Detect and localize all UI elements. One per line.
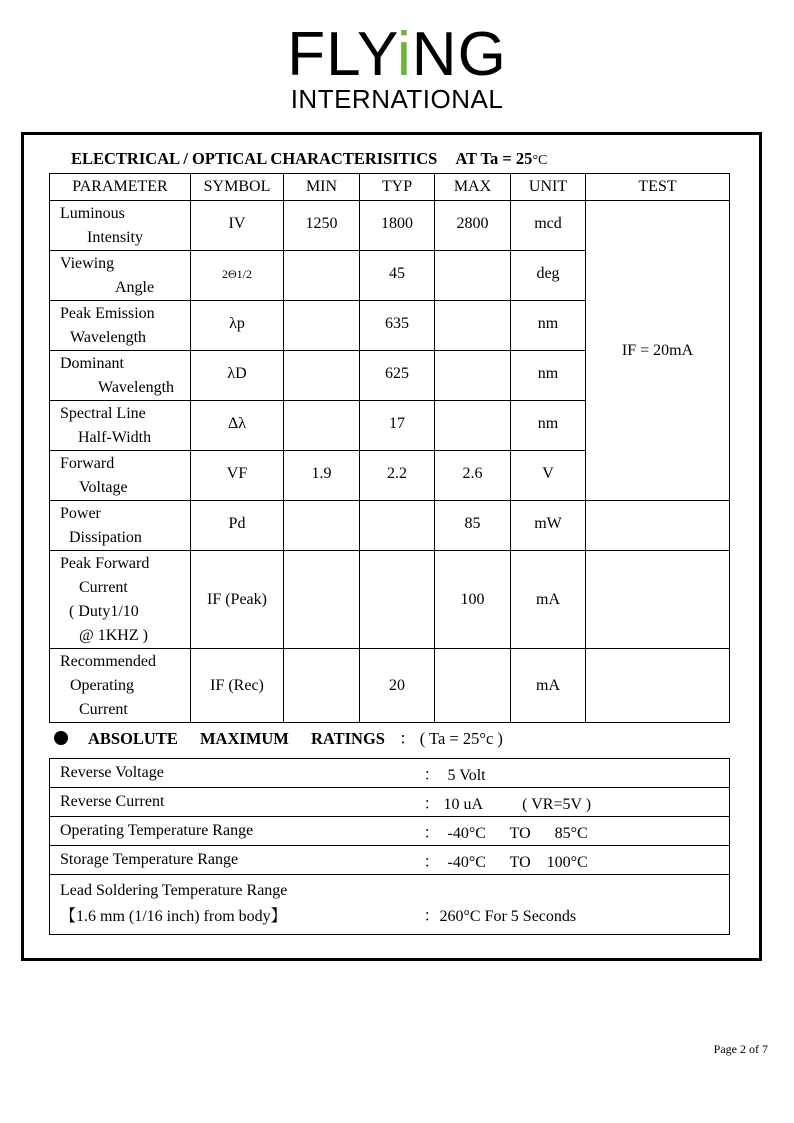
rating-value: ： 5 Volt	[414, 759, 730, 788]
parameter-cell	[50, 351, 191, 401]
table-header-row	[50, 174, 730, 201]
ratings-row	[50, 846, 730, 875]
rating-label-text: Reverse Voltage	[60, 764, 164, 781]
parameter-cell	[50, 649, 191, 723]
parameter-line: Half-Width	[78, 429, 152, 446]
unit-cell: nm	[511, 301, 586, 351]
parameter-line: Peak Emission	[60, 305, 155, 322]
min-cell	[284, 401, 360, 451]
parameter-line: Dissipation	[69, 529, 142, 546]
parameter-line: Peak Forward	[60, 555, 150, 572]
rating-label	[50, 788, 414, 817]
max-cell: 100	[435, 551, 511, 649]
max-cell	[435, 351, 511, 401]
max-cell: 2.6	[435, 451, 511, 501]
typ-cell	[360, 551, 435, 649]
unit-cell: nm	[511, 401, 586, 451]
rating-label	[50, 817, 414, 846]
ratings-row	[50, 817, 730, 846]
rating-label	[50, 875, 414, 935]
amr-heading: ABSOLUTE MAXIMUM RATINGS ： ( Ta = 25°c )	[54, 725, 503, 749]
max-cell	[435, 251, 511, 301]
rating-label	[50, 759, 414, 788]
test-condition-cell	[586, 551, 730, 649]
parameter-line: Voltage	[79, 479, 128, 496]
typ-cell: 17	[360, 401, 435, 451]
rating-label	[50, 846, 414, 875]
min-cell	[284, 251, 360, 301]
parameter-cell	[50, 251, 191, 301]
symbol-cell: 2Θ1/2	[191, 251, 284, 301]
typ-cell	[360, 501, 435, 551]
test-condition-cell	[586, 501, 730, 551]
parameter-line: @ 1KHZ )	[79, 627, 148, 644]
unit-cell: mA	[511, 649, 586, 723]
min-cell: 1250	[284, 201, 360, 251]
bullet-icon	[54, 731, 68, 745]
section-title: ELECTRICAL / OPTICAL CHARACTERISITICS AT Ta = 25°C	[71, 149, 548, 168]
parameter-line: Dominant	[60, 355, 124, 372]
parameter-line: Luminous	[60, 205, 125, 222]
ratings-row	[50, 788, 730, 817]
typ-cell: 625	[360, 351, 435, 401]
typ-cell: 20	[360, 649, 435, 723]
table-row	[50, 201, 730, 251]
parameter-line: Viewing	[60, 255, 115, 272]
company-logo	[0, 20, 794, 114]
parameter-cell	[50, 501, 191, 551]
max-cell: 85	[435, 501, 511, 551]
max-cell: 2800	[435, 201, 511, 251]
symbol-cell: λp	[191, 301, 284, 351]
rating-value: ： -40°C TO 100°C	[414, 846, 730, 875]
max-cell	[435, 301, 511, 351]
logo-subtitle: INTERNATIONAL	[290, 84, 504, 114]
max-cell	[435, 649, 511, 723]
page-number: Page 2 of 7	[713, 1042, 768, 1056]
typ-cell: 2.2	[360, 451, 435, 501]
min-cell	[284, 501, 360, 551]
parameter-line: Angle	[115, 279, 155, 296]
parameter-line: Recommended	[60, 653, 156, 670]
ratings-row	[50, 875, 730, 935]
unit-cell: mcd	[511, 201, 586, 251]
parameter-line: Wavelength	[98, 379, 175, 396]
min-cell	[284, 649, 360, 723]
table-row	[50, 501, 730, 551]
parameter-cell	[50, 201, 191, 251]
column-header: TEST	[586, 174, 730, 201]
symbol-cell: λD	[191, 351, 284, 401]
datasheet-frame	[21, 132, 762, 961]
rating-label-text: Operating Temperature Range	[60, 822, 254, 839]
unit-cell: mW	[511, 501, 586, 551]
symbol-cell: VF	[191, 451, 284, 501]
unit-cell: nm	[511, 351, 586, 401]
test-condition-cell	[586, 649, 730, 723]
parameter-line: Power	[60, 505, 101, 522]
unit-cell: deg	[511, 251, 586, 301]
column-header: TYP	[360, 174, 435, 201]
symbol-cell: Δλ	[191, 401, 284, 451]
min-cell	[284, 301, 360, 351]
parameter-cell	[50, 301, 191, 351]
parameter-line: Current	[79, 701, 128, 718]
symbol-cell: IF (Peak)	[191, 551, 284, 649]
column-header: UNIT	[511, 174, 586, 201]
parameter-line: ( Duty1/10	[69, 603, 139, 620]
unit-cell: V	[511, 451, 586, 501]
symbol-cell: IV	[191, 201, 284, 251]
parameter-line: Spectral Line	[60, 405, 146, 422]
rating-label-text: Storage Temperature Range	[60, 851, 239, 868]
rating-label-text: Lead Soldering Temperature Range	[60, 882, 288, 899]
parameter-cell	[50, 451, 191, 501]
min-cell	[284, 351, 360, 401]
parameter-line: Wavelength	[70, 329, 147, 346]
min-cell	[284, 551, 360, 649]
parameter-cell	[50, 401, 191, 451]
column-header: MAX	[435, 174, 511, 201]
unit-cell: mA	[511, 551, 586, 649]
symbol-cell: Pd	[191, 501, 284, 551]
electrical-optical-table	[49, 173, 730, 723]
column-header: MIN	[284, 174, 360, 201]
column-header: SYMBOL	[191, 174, 284, 201]
typ-cell: 635	[360, 301, 435, 351]
column-header: PARAMETER	[50, 174, 191, 201]
parameter-line: Current	[79, 579, 128, 596]
table-row	[50, 649, 730, 723]
logo-wordmark: FLYiNG	[287, 20, 507, 89]
rating-value: ：260°C For 5 Seconds	[414, 875, 730, 935]
typ-cell: 1800	[360, 201, 435, 251]
table-row	[50, 551, 730, 649]
rating-label-subtext: 【1.6 mm (1/16 inch) from body】	[60, 908, 287, 925]
symbol-cell: IF (Rec)	[191, 649, 284, 723]
ratings-row	[50, 759, 730, 788]
typ-cell: 45	[360, 251, 435, 301]
rating-label-text: Reverse Current	[60, 793, 165, 810]
test-condition-cell: IF = 20mA	[586, 201, 730, 501]
rating-value: ： -40°C TO 85°C	[414, 817, 730, 846]
max-cell	[435, 401, 511, 451]
parameter-line: Forward	[60, 455, 115, 472]
absolute-max-ratings-table	[49, 758, 730, 935]
parameter-cell	[50, 551, 191, 649]
parameter-line: Intensity	[87, 229, 143, 246]
rating-value: ： 10 uA ( VR=5V )	[414, 788, 730, 817]
parameter-line: Operating	[70, 677, 134, 694]
min-cell: 1.9	[284, 451, 360, 501]
